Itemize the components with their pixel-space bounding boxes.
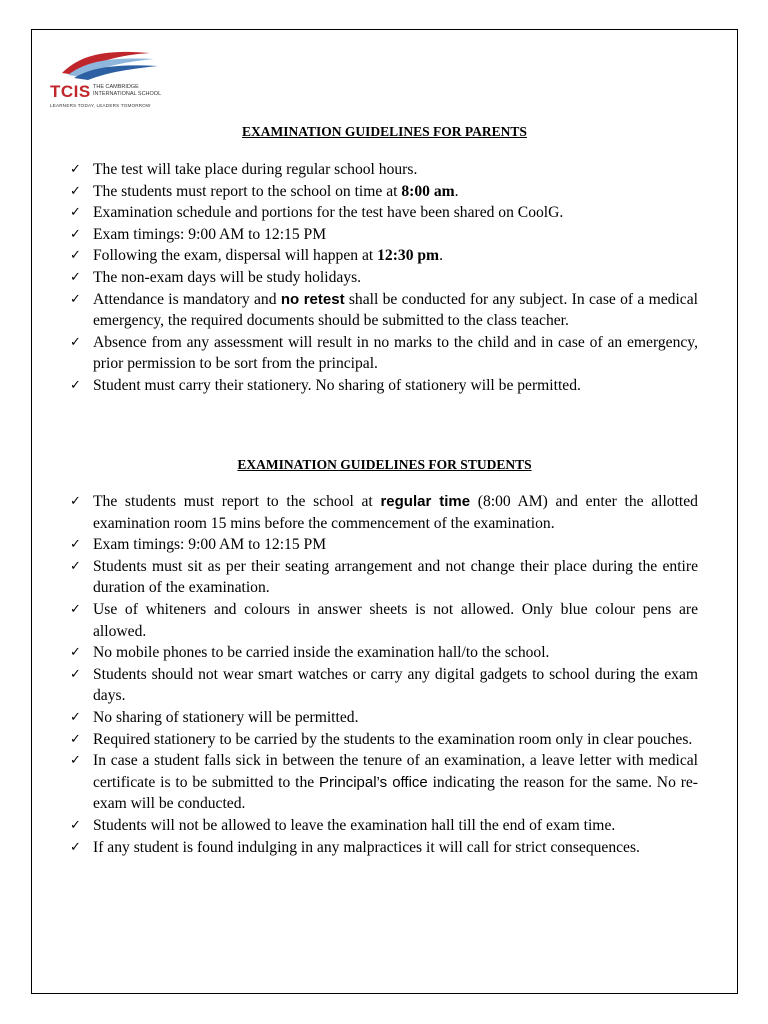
parents-heading: EXAMINATION GUIDELINES FOR PARENTS [242,124,527,139]
checkmark-icon: ✓ [70,601,81,617]
guideline-text: . [454,182,459,200]
students-heading: EXAMINATION GUIDELINES FOR STUDENTS [237,457,532,472]
guideline-item [70,181,698,203]
parents-guidelines-list [70,159,698,397]
checkmark-icon: ✓ [70,753,81,769]
guideline-item [70,267,698,289]
logo-flag-icon [50,45,160,85]
logo-abbreviation: TCIS [50,82,91,101]
document-page [31,29,738,994]
checkmark-icon: ✓ [70,205,81,221]
guideline-emphasis: 12:30 pm [377,247,440,265]
checkmark-icon: ✓ [70,537,81,553]
guideline-emphasis: Principal’s office [319,773,428,791]
checkmark-icon: ✓ [70,666,81,682]
guideline-text: Absence from any assessment will result in no marks to the child and in case of an emergency, prior permission to be sort from the principal. [93,333,698,373]
guideline-item [70,750,698,815]
guideline-item [70,375,698,397]
guideline-emphasis: 8:00 am [401,182,455,200]
guideline-item [70,642,698,664]
guideline-text: Students should not wear smart watches or carry any digital gadgets to school during the exam days. [93,665,698,705]
guideline-text: Following the exam, dispersal will happen at [93,247,378,265]
guideline-item [70,664,698,707]
guideline-text: Exam timings: 9:00 AM to 12:15 PM [93,225,327,243]
guideline-item [70,707,698,729]
guideline-item [70,815,698,837]
guideline-item [70,224,698,246]
checkmark-icon: ✓ [70,558,81,574]
guideline-text: Attendance is mandatory and [93,290,281,308]
guideline-item [70,332,698,375]
guideline-item [70,837,698,859]
school-logo [50,45,170,109]
guideline-text: Examination schedule and portions for the test have been shared on CoolG. [93,204,564,222]
guideline-item [70,599,698,642]
checkmark-icon: ✓ [70,291,81,307]
guideline-emphasis: regular time [380,493,471,510]
guideline-text: Exam timings: 9:00 AM to 12:15 PM [93,536,327,554]
checkmark-icon: ✓ [70,162,81,177]
guideline-emphasis: no retest [280,290,345,308]
logo-tagline: LEARNERS TODAY, LEADERS TOMORROW [50,103,151,108]
checkmark-icon: ✓ [70,494,81,509]
guideline-item [70,491,698,534]
guideline-item [70,245,698,267]
guideline-text: The students must report to the school on time at [93,182,402,200]
guideline-text: (8:00 AM) and enter the allotted examination room 15 mins before the commencement of the examination. [93,493,698,532]
guideline-item [70,289,698,332]
checkmark-icon: ✓ [70,817,81,833]
guideline-item [70,202,698,224]
checkmark-icon: ✓ [70,839,81,855]
checkmark-icon: ✓ [70,226,81,242]
guideline-text: Students must sit as per their seating arrangement and not change their place during the entire duration of the examination. [93,557,698,597]
guideline-text: If any student is found indulging in any malpractices it will call for strict consequences. [93,838,640,856]
checkmark-icon: ✓ [70,248,81,264]
guideline-item [70,159,698,181]
checkmark-icon: ✓ [70,645,81,661]
logo-school-name: THE CAMBRIDGE INTERNATIONAL SCHOOL [93,84,162,97]
checkmark-icon: ✓ [70,269,81,285]
checkmark-icon: ✓ [70,377,81,393]
guideline-text: . [439,247,443,265]
students-guidelines-list [70,491,698,858]
guideline-text: Student must carry their stationery. No sharing of stationery will be permitted. [93,376,581,394]
guideline-text: indicating the reason for the same. No re-exam will be conducted. [93,773,698,813]
guideline-text: The test will take place during regular school hours. [93,161,418,178]
checkmark-icon: ✓ [70,731,81,747]
guideline-item [70,556,698,599]
guideline-text: The students must report to the school at [93,493,381,510]
guideline-text: No sharing of stationery will be permitted. [93,708,359,726]
guideline-text: Use of whiteners and colours in answer sheets is not allowed. Only blue colour pens are allowed. [93,600,698,640]
guideline-item [70,729,698,751]
guideline-text: No mobile phones to be carried inside the examination hall/to the school. [93,644,550,662]
guideline-text: Students will not be allowed to leave the examination hall till the end of exam time. [93,816,616,834]
guideline-text: The non-exam days will be study holidays. [93,268,362,286]
guideline-text: shall be conducted for any subject. In case of a medical emergency, the required documents should be submitted to the class teacher. [93,290,698,330]
guideline-text: In case a student falls sick in between the tenure of an examination, a leave letter with medical certificate is to be submitted to the [93,752,698,791]
checkmark-icon: ✓ [70,709,81,725]
guideline-text: Required stationery to be carried by the students to the examination room only in clear pouches. [93,730,693,748]
checkmark-icon: ✓ [70,183,81,199]
checkmark-icon: ✓ [70,334,81,350]
guideline-item [70,534,698,556]
